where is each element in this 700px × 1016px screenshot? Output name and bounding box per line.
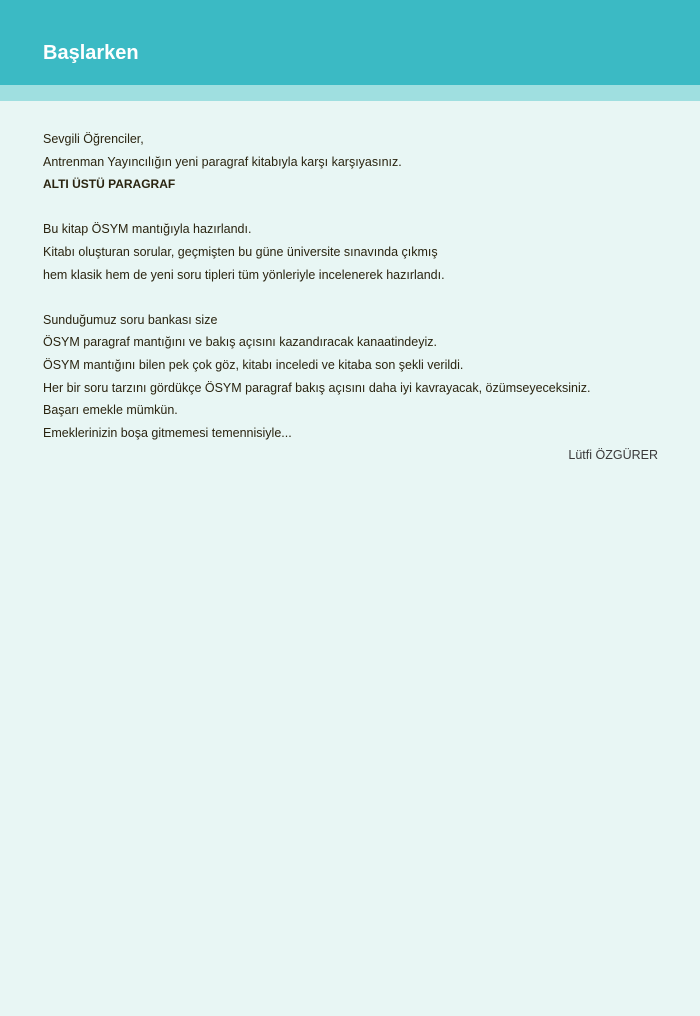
page-title: Başlarken — [43, 42, 139, 64]
paragraph2-line: Sunduğumuz soru bankası size — [43, 312, 218, 327]
paragraph1-line: Bu kitap ÖSYM mantığıyla hazırlandı. — [43, 222, 252, 237]
signature: Lütfi ÖZGÜRER — [568, 448, 658, 463]
greeting: Sevgili Öğrenciler, — [43, 132, 144, 146]
paragraph1-line: hem klasik hem de yeni soru tipleri tüm yönleriyle incelenerek hazırlandı. — [43, 267, 445, 282]
header-stripe — [0, 85, 700, 101]
paragraph2-line: ÖSYM paragraf mantığını ve bakış açısını kazandıracak kanaatindeyiz. — [43, 335, 437, 350]
book-title: ALTI ÜSTÜ PARAGRAF — [43, 177, 176, 192]
letter-body — [43, 128, 663, 467]
paragraph2-line: Başarı emekle mümkün. — [43, 403, 178, 418]
paragraph1-line: Kitabı oluşturan sorular, geçmişten bu güne üniversite sınavında çıkmış — [43, 244, 438, 259]
paragraph-spacer — [43, 286, 663, 309]
paragraph2-line: ÖSYM mantığını bilen pek çok göz, kitabı inceledi ve kitaba son şekli verildi. — [43, 357, 464, 372]
paragraph2-line: Emeklerinizin boşa gitmemesi temennisiyle... — [43, 425, 292, 440]
paragraph2-line: Her bir soru tarzını gördükçe ÖSYM paragraf bakış açısını daha iyi kavrayacak, özümseyeceksiniz. — [43, 380, 591, 395]
paragraph-spacer — [43, 196, 663, 219]
intro-line: Antrenman Yayıncılığın yeni paragraf kitabıyla karşı karşıyasınız. — [43, 154, 402, 169]
